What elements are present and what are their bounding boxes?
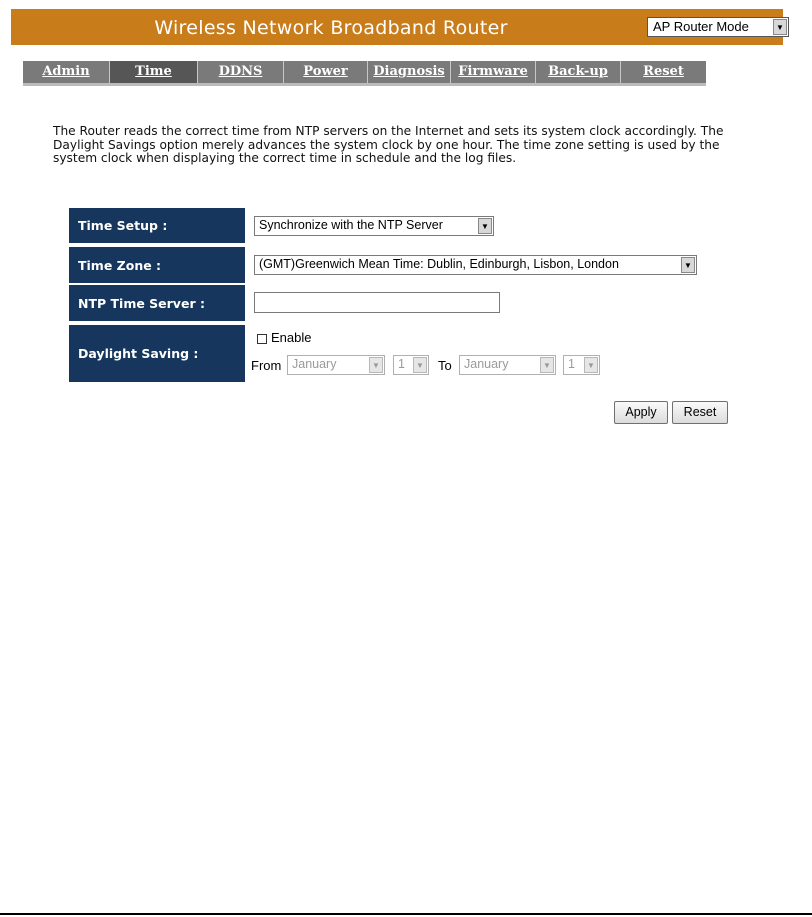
time-setup-cell: [247, 208, 730, 243]
tab-time[interactable]: Time: [110, 61, 198, 83]
tab-admin[interactable]: Admin: [23, 61, 110, 83]
time-zone-label: Time Zone :: [69, 247, 245, 283]
tab-reset[interactable]: Reset: [643, 64, 684, 79]
tab-bar: [23, 61, 706, 86]
to-day-value: 1: [568, 357, 575, 371]
daylight-saving-cell: [247, 325, 730, 382]
chevron-down-icon[interactable]: ▼: [540, 357, 554, 373]
time-zone-cell: [247, 247, 730, 283]
from-day-value: 1: [398, 357, 405, 371]
chevron-down-icon[interactable]: ▼: [681, 257, 695, 273]
daylight-enable-checkbox[interactable]: [257, 334, 267, 344]
chevron-down-icon[interactable]: ▼: [584, 357, 598, 373]
ntp-server-cell: [247, 285, 730, 321]
router-mode-select[interactable]: [647, 17, 789, 37]
tab-ddns[interactable]: DDNS: [198, 61, 284, 83]
tab-diagnosis[interactable]: Diagnosis: [368, 61, 451, 83]
router-mode-value: AP Router Mode: [653, 19, 749, 34]
to-month-select[interactable]: [459, 355, 556, 375]
ntp-server-label: NTP Time Server :: [69, 285, 245, 321]
page-bottom-divider: [0, 913, 812, 915]
tab-backup[interactable]: Back-up: [536, 61, 621, 83]
from-day-select[interactable]: [393, 355, 429, 375]
chevron-down-icon[interactable]: ▼: [369, 357, 383, 373]
to-label: To: [438, 358, 452, 373]
chevron-down-icon[interactable]: ▼: [478, 218, 492, 234]
to-month-value: January: [464, 357, 509, 371]
chevron-down-icon[interactable]: ▼: [773, 19, 787, 35]
page-title: Wireless Network Broadband Router: [154, 17, 508, 39]
reset-button[interactable]: Reset: [672, 401, 728, 424]
tab-firmware[interactable]: Firmware: [451, 61, 536, 83]
daylight-enable-label: Enable: [271, 330, 312, 345]
from-month-select[interactable]: [287, 355, 385, 375]
from-month-value: January: [292, 357, 337, 371]
chevron-down-icon[interactable]: ▼: [413, 357, 427, 373]
time-setup-select[interactable]: [254, 216, 494, 236]
apply-button[interactable]: Apply: [614, 401, 668, 424]
from-label: From: [251, 358, 282, 373]
time-setup-value: Synchronize with the NTP Server: [259, 218, 443, 232]
ntp-server-input[interactable]: [254, 292, 500, 313]
to-day-select[interactable]: [563, 355, 600, 375]
time-setup-label: Time Setup :: [69, 208, 245, 243]
time-zone-value: (GMT)Greenwich Mean Time: Dublin, Edinburgh, Lisbon, London: [259, 257, 619, 271]
header-bar: [11, 9, 783, 45]
intro-text: The Router reads the correct time from NTP servers on the Internet and sets its system clock accordingly. The Daylight Savings option merely advances the system clock by one hour. The time zone setting is used by the system clock when displaying the correct time in schedule and the log files.: [53, 124, 724, 166]
tab-power[interactable]: Power: [284, 61, 368, 83]
time-zone-select[interactable]: [254, 255, 697, 275]
daylight-saving-label: Daylight Saving :: [69, 325, 245, 382]
